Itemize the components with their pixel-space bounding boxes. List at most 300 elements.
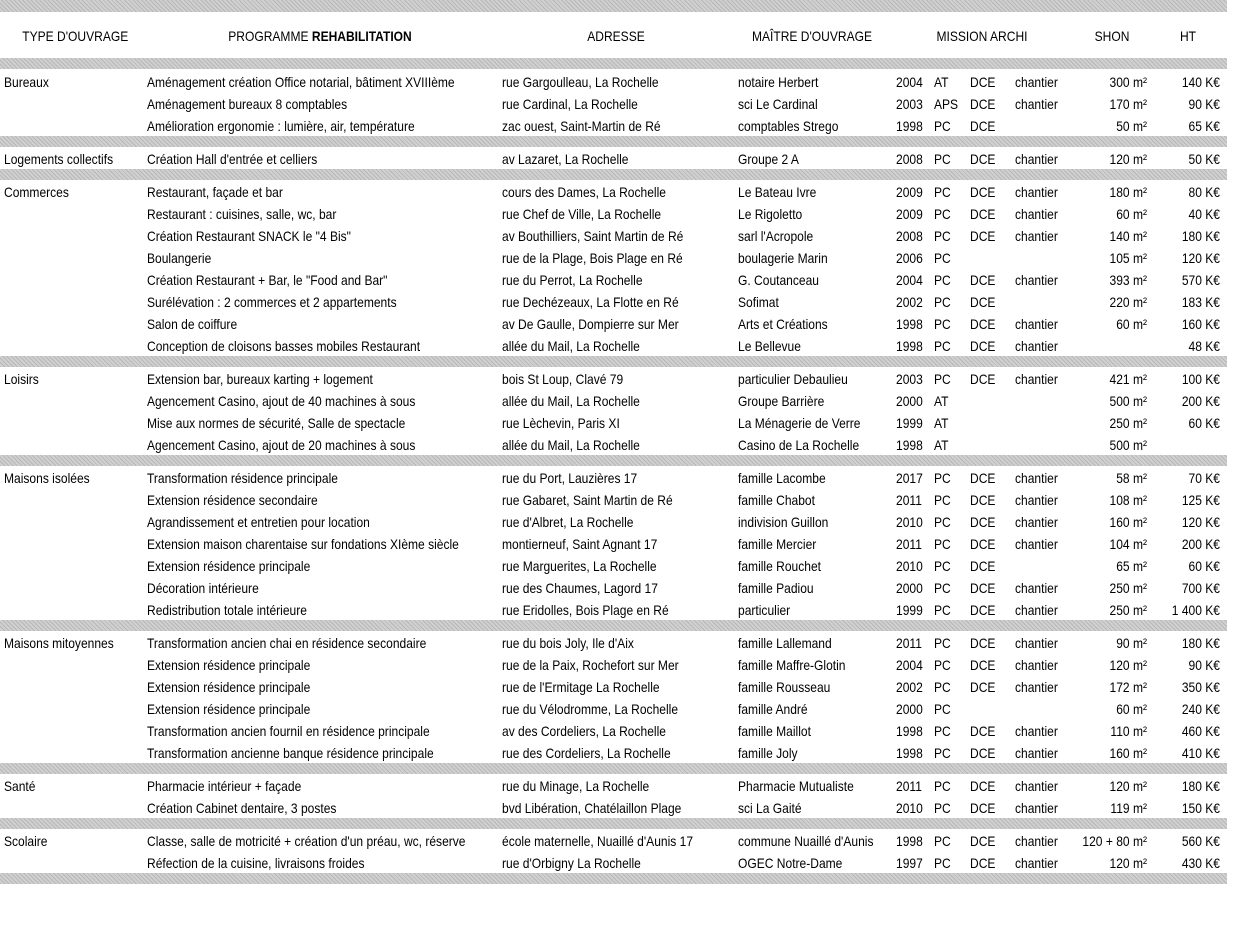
row-year: 2004 (896, 657, 923, 673)
row-chantier: chantier (1015, 74, 1058, 90)
row-shon: 220 m² (1109, 294, 1147, 310)
row-dce: DCE (970, 228, 996, 244)
row-maitre-ouvrage: famille Chabot (738, 492, 815, 508)
row-chantier: chantier (1015, 206, 1058, 222)
row-shon: 500 m² (1109, 393, 1147, 409)
separator-band (0, 0, 1227, 12)
row-maitre-ouvrage: sci La Gaité (738, 800, 802, 816)
row-maitre-ouvrage: Pharmacie Mutualiste (738, 778, 854, 794)
row-year: 2004 (896, 74, 923, 90)
row-maitre-ouvrage: famille Lacombe (738, 470, 826, 486)
row-adresse: rue des Cordeliers, La Rochelle (502, 745, 671, 761)
row-year: 2011 (896, 536, 922, 552)
row-maitre-ouvrage: comptables Strego (738, 118, 839, 134)
row-phase: PC (934, 558, 951, 574)
row-year: 1998 (896, 723, 923, 739)
row-shon: 60 m² (1116, 206, 1147, 222)
row-year: 2000 (896, 393, 923, 409)
row-phase: AT (934, 74, 949, 90)
row-maitre-ouvrage: Le Rigoletto (738, 206, 803, 222)
row-shon: 90 m² (1116, 635, 1147, 651)
row-adresse: allée du Mail, La Rochelle (502, 437, 640, 453)
row-chantier: chantier (1015, 679, 1058, 695)
row-maitre-ouvrage: commune Nuaillé d'Aunis (738, 833, 874, 849)
row-shon: 108 m² (1109, 492, 1147, 508)
row-shon: 60 m² (1116, 316, 1147, 332)
row-ht: 460 K€ (1181, 723, 1220, 739)
row-programme: Restaurant, façade et bar (147, 184, 283, 200)
row-shon: 180 m² (1109, 184, 1147, 200)
row-maitre-ouvrage: famille Rousseau (738, 679, 831, 695)
header-type: TYPE D'OUVRAGE (22, 28, 129, 44)
header-programme (217, 28, 423, 44)
row-dce: DCE (970, 206, 996, 222)
row-shon: 104 m² (1109, 536, 1147, 552)
row-programme: Aménagement création Office notarial, bâtiment XVIIIème (147, 74, 455, 90)
row-phase: PC (934, 536, 951, 552)
row-dce: DCE (970, 679, 996, 695)
row-adresse: rue de la Plage, Bois Plage en Ré (502, 250, 683, 266)
row-ht: 150 K€ (1181, 800, 1220, 816)
row-phase: PC (934, 602, 951, 618)
row-programme: Agencement Casino, ajout de 40 machines à sous (147, 393, 416, 409)
row-phase: PC (934, 470, 951, 486)
separator-band (0, 763, 1227, 774)
row-shon: 393 m² (1109, 272, 1147, 288)
row-shon: 250 m² (1109, 602, 1147, 618)
row-chantier: chantier (1015, 855, 1058, 871)
row-phase: PC (934, 338, 951, 354)
row-ht: 50 K€ (1188, 151, 1220, 167)
row-shon: 105 m² (1109, 250, 1147, 266)
row-programme: Amélioration ergonomie : lumière, air, température (147, 118, 415, 134)
header-programme-bold: REHABILITATION (311, 28, 412, 44)
row-year: 2003 (896, 371, 923, 387)
row-dce: DCE (970, 118, 996, 134)
row-dce: DCE (970, 536, 996, 552)
row-dce: DCE (970, 580, 996, 596)
row-dce: DCE (970, 151, 996, 167)
row-ht: 120 K€ (1181, 514, 1220, 530)
row-adresse: av des Cordeliers, La Rochelle (502, 723, 666, 739)
row-maitre-ouvrage: famille Padiou (738, 580, 814, 596)
row-chantier: chantier (1015, 228, 1058, 244)
row-year: 2011 (896, 635, 922, 651)
row-ht: 160 K€ (1181, 316, 1220, 332)
row-shon: 60 m² (1116, 701, 1147, 717)
row-year: 2017 (896, 470, 923, 486)
row-ht: 65 K€ (1188, 118, 1220, 134)
row-dce: DCE (970, 272, 996, 288)
row-year: 2011 (896, 492, 922, 508)
row-shon: 140 m² (1109, 228, 1147, 244)
row-ht: 80 K€ (1188, 184, 1220, 200)
row-maitre-ouvrage: OGEC Notre-Dame (738, 855, 843, 871)
row-phase: PC (934, 228, 951, 244)
row-programme: Création Restaurant SNACK le "4 Bis" (147, 228, 351, 244)
row-maitre-ouvrage: notaire Herbert (738, 74, 819, 90)
row-adresse: allée du Mail, La Rochelle (502, 338, 640, 354)
row-year: 1998 (896, 745, 923, 761)
row-programme: Transformation ancien fournil en résidence principale (147, 723, 430, 739)
row-programme: Extension résidence principale (147, 558, 311, 574)
row-programme: Décoration intérieure (147, 580, 259, 596)
group-type-label: Bureaux (4, 74, 49, 90)
row-shon: 50 m² (1116, 118, 1147, 134)
row-programme: Création Cabinet dentaire, 3 postes (147, 800, 337, 816)
row-phase: PC (934, 294, 951, 310)
row-ht: 90 K€ (1188, 657, 1220, 673)
row-adresse: rue du Port, Lauzières 17 (502, 470, 638, 486)
row-adresse: rue Lèchevin, Paris XI (502, 415, 620, 431)
row-ht: 700 K€ (1181, 580, 1220, 596)
separator-band (0, 169, 1227, 180)
row-programme: Création Hall d'entrée et celliers (147, 151, 318, 167)
row-adresse: rue d'Albret, La Rochelle (502, 514, 634, 530)
row-year: 2004 (896, 272, 923, 288)
row-year: 2008 (896, 228, 923, 244)
row-phase: PC (934, 580, 951, 596)
row-chantier: chantier (1015, 778, 1058, 794)
row-programme: Transformation ancienne banque résidence principale (147, 745, 434, 761)
row-phase: PC (934, 778, 951, 794)
row-year: 2000 (896, 580, 923, 596)
row-year: 1998 (896, 338, 923, 354)
row-programme: Transformation résidence principale (147, 470, 338, 486)
row-maitre-ouvrage: famille Rouchet (738, 558, 821, 574)
row-chantier: chantier (1015, 745, 1058, 761)
row-ht: 180 K€ (1181, 778, 1220, 794)
row-adresse: rue du bois Joly, Ile d'Aix (502, 635, 634, 651)
group-type-label: Loisirs (4, 371, 39, 387)
row-programme: Extension résidence principale (147, 701, 311, 717)
row-year: 1998 (896, 316, 923, 332)
row-adresse: rue Gabaret, Saint Martin de Ré (502, 492, 673, 508)
row-chantier: chantier (1015, 800, 1058, 816)
row-dce: DCE (970, 96, 996, 112)
row-adresse: av Bouthilliers, Saint Martin de Ré (502, 228, 684, 244)
header-maitre: MAÎTRE D'OUVRAGE (751, 28, 873, 44)
row-maitre-ouvrage: famille Maillot (738, 723, 811, 739)
row-chantier: chantier (1015, 580, 1058, 596)
row-chantier: chantier (1015, 635, 1058, 651)
row-adresse: rue Gargoulleau, La Rochelle (502, 74, 659, 90)
row-ht: 140 K€ (1181, 74, 1220, 90)
row-phase: PC (934, 371, 951, 387)
row-year: 2009 (896, 206, 923, 222)
row-adresse: rue du Vélodromme, La Rochelle (502, 701, 679, 717)
row-ht: 200 K€ (1181, 393, 1220, 409)
row-year: 1998 (896, 118, 923, 134)
row-shon: 58 m² (1116, 470, 1147, 486)
row-year: 1997 (896, 855, 923, 871)
row-ht: 1 400 K€ (1171, 602, 1220, 618)
row-programme: Boulangerie (147, 250, 212, 266)
row-chantier: chantier (1015, 492, 1058, 508)
row-ht: 125 K€ (1181, 492, 1220, 508)
row-ht: 60 K€ (1188, 558, 1220, 574)
row-phase: AT (934, 415, 949, 431)
row-programme: Redistribution totale intérieure (147, 602, 307, 618)
row-adresse: allée du Mail, La Rochelle (502, 393, 640, 409)
row-adresse: rue de l'Ermitage La Rochelle (502, 679, 660, 695)
row-dce: DCE (970, 492, 996, 508)
row-shon: 120 m² (1109, 657, 1147, 673)
row-chantier: chantier (1015, 96, 1058, 112)
row-phase: PC (934, 316, 951, 332)
row-chantier: chantier (1015, 470, 1058, 486)
row-year: 2003 (896, 96, 923, 112)
row-year: 2010 (896, 514, 923, 530)
row-chantier: chantier (1015, 338, 1058, 354)
row-dce: DCE (970, 602, 996, 618)
row-programme: Salon de coiffure (147, 316, 238, 332)
row-shon: 120 m² (1109, 855, 1147, 871)
row-adresse: cours des Dames, La Rochelle (502, 184, 666, 200)
row-adresse: rue Cardinal, La Rochelle (502, 96, 638, 112)
row-phase: AT (934, 437, 949, 453)
row-programme: Extension maison charentaise sur fondations XIème siècle (147, 536, 459, 552)
row-shon: 172 m² (1109, 679, 1147, 695)
row-phase: PC (934, 514, 951, 530)
row-maitre-ouvrage: Le Bateau Ivre (738, 184, 817, 200)
row-chantier: chantier (1015, 536, 1058, 552)
row-shon: 119 m² (1110, 800, 1147, 816)
row-maitre-ouvrage: Le Bellevue (738, 338, 801, 354)
row-ht: 570 K€ (1181, 272, 1220, 288)
header-adresse: ADRESSE (587, 28, 645, 44)
row-dce: DCE (970, 833, 996, 849)
row-dce: DCE (970, 184, 996, 200)
separator-band (0, 873, 1227, 884)
row-phase: PC (934, 635, 951, 651)
row-adresse: rue Dechézeaux, La Flotte en Ré (502, 294, 679, 310)
row-adresse: rue Eridolles, Bois Plage en Ré (502, 602, 669, 618)
row-maitre-ouvrage: La Ménagerie de Verre (738, 415, 861, 431)
row-adresse: école maternelle, Nuaillé d'Aunis 17 (502, 833, 694, 849)
row-programme: Extension résidence secondaire (147, 492, 318, 508)
row-dce: DCE (970, 470, 996, 486)
row-dce: DCE (970, 657, 996, 673)
row-chantier: chantier (1015, 657, 1058, 673)
row-maitre-ouvrage: Arts et Créations (738, 316, 828, 332)
row-programme: Agencement Casino, ajout de 20 machines à sous (147, 437, 416, 453)
row-programme: Restaurant : cuisines, salle, wc, bar (147, 206, 337, 222)
row-programme: Réfection de la cuisine, livraisons froides (147, 855, 365, 871)
row-maitre-ouvrage: famille André (738, 701, 808, 717)
row-dce: DCE (970, 316, 996, 332)
row-programme: Classe, salle de motricité + création d'un préau, wc, réserve (147, 833, 466, 849)
row-ht: 430 K€ (1181, 855, 1220, 871)
row-ht: 180 K€ (1181, 635, 1220, 651)
row-phase: PC (934, 492, 951, 508)
row-ht: 410 K€ (1181, 745, 1220, 761)
row-maitre-ouvrage: particulier (738, 602, 791, 618)
row-chantier: chantier (1015, 514, 1058, 530)
row-shon: 421 m² (1109, 371, 1147, 387)
row-shon: 170 m² (1109, 96, 1147, 112)
row-shon: 250 m² (1109, 580, 1147, 596)
row-phase: AT (934, 393, 949, 409)
row-year: 1999 (896, 602, 923, 618)
row-year: 2011 (896, 778, 922, 794)
row-shon: 500 m² (1109, 437, 1147, 453)
row-programme: Création Restaurant + Bar, le "Food and Bar" (147, 272, 388, 288)
row-ht: 90 K€ (1188, 96, 1220, 112)
row-chantier: chantier (1015, 272, 1058, 288)
row-shon: 120 m² (1109, 778, 1147, 794)
row-ht: 180 K€ (1181, 228, 1220, 244)
row-phase: PC (934, 151, 951, 167)
row-adresse: rue Marguerites, La Rochelle (502, 558, 657, 574)
row-phase: PC (934, 745, 951, 761)
group-type-label: Logements collectifs (4, 151, 114, 167)
separator-band (0, 356, 1227, 367)
separator-band (0, 620, 1227, 631)
row-phase: PC (934, 657, 951, 673)
row-maitre-ouvrage: particulier Debaulieu (738, 371, 848, 387)
row-dce: DCE (970, 74, 996, 90)
group-type-label: Scolaire (4, 833, 48, 849)
row-maitre-ouvrage: indivision Guillon (738, 514, 829, 530)
row-phase: PC (934, 272, 951, 288)
row-ht: 560 K€ (1181, 833, 1220, 849)
row-dce: DCE (970, 778, 996, 794)
row-phase: PC (934, 800, 951, 816)
row-adresse: montierneuf, Saint Agnant 17 (502, 536, 658, 552)
row-programme: Extension résidence principale (147, 679, 311, 695)
row-phase: PC (934, 679, 951, 695)
row-year: 2010 (896, 800, 923, 816)
row-ht: 200 K€ (1181, 536, 1220, 552)
group-type-label: Commerces (4, 184, 69, 200)
row-year: 2010 (896, 558, 923, 574)
row-maitre-ouvrage: boulagerie Marin (738, 250, 828, 266)
row-year: 2002 (896, 294, 923, 310)
row-adresse: bvd Libération, Chatélaillon Plage (502, 800, 682, 816)
row-shon: 160 m² (1109, 745, 1147, 761)
row-adresse: av De Gaulle, Dompierre sur Mer (502, 316, 679, 332)
row-adresse: rue du Perrot, La Rochelle (502, 272, 643, 288)
row-ht: 100 K€ (1181, 371, 1220, 387)
separator-band (0, 136, 1227, 147)
row-maitre-ouvrage: famille Maffre-Glotin (738, 657, 846, 673)
row-maitre-ouvrage: G. Coutanceau (738, 272, 819, 288)
row-year: 1998 (896, 833, 923, 849)
row-year: 1998 (896, 437, 923, 453)
row-year: 2000 (896, 701, 923, 717)
separator-band (0, 455, 1227, 466)
row-programme: Extension résidence principale (147, 657, 311, 673)
row-ht: 350 K€ (1181, 679, 1220, 695)
header-mission: MISSION ARCHI (936, 28, 1028, 44)
row-maitre-ouvrage: Casino de La Rochelle (738, 437, 860, 453)
row-dce: DCE (970, 723, 996, 739)
row-programme: Conception de cloisons basses mobiles Restaurant (147, 338, 421, 354)
row-maitre-ouvrage: Groupe Barrière (738, 393, 825, 409)
row-adresse: rue d'Orbigny La Rochelle (502, 855, 641, 871)
row-phase: PC (934, 250, 951, 266)
row-phase: PC (934, 833, 951, 849)
row-year: 2008 (896, 151, 923, 167)
separator-band (0, 818, 1227, 829)
row-chantier: chantier (1015, 151, 1058, 167)
row-programme: Agrandissement et entretien pour location (147, 514, 370, 530)
row-year: 2009 (896, 184, 923, 200)
row-adresse: rue Chef de Ville, La Rochelle (502, 206, 662, 222)
row-adresse: zac ouest, Saint-Martin de Ré (502, 118, 661, 134)
row-maitre-ouvrage: sarl l'Acropole (738, 228, 814, 244)
row-programme: Extension bar, bureaux karting + logement (147, 371, 373, 387)
row-shon: 250 m² (1109, 415, 1147, 431)
row-phase: APS (934, 96, 959, 112)
row-maitre-ouvrage: famille Lallemand (738, 635, 832, 651)
row-phase: PC (934, 701, 951, 717)
row-ht: 60 K€ (1188, 415, 1220, 431)
row-programme: Transformation ancien chai en résidence secondaire (147, 635, 427, 651)
row-shon: 65 m² (1116, 558, 1147, 574)
row-dce: DCE (970, 855, 996, 871)
row-year: 1999 (896, 415, 923, 431)
header-programme-prefix: PROGRAMME (228, 28, 309, 44)
row-phase: PC (934, 206, 951, 222)
row-phase: PC (934, 118, 951, 134)
row-maitre-ouvrage: sci Le Cardinal (738, 96, 818, 112)
row-adresse: rue du Minage, La Rochelle (502, 778, 650, 794)
row-shon: 110 m² (1110, 723, 1147, 739)
row-dce: DCE (970, 294, 996, 310)
row-programme: Aménagement bureaux 8 comptables (147, 96, 348, 112)
row-phase: PC (934, 855, 951, 871)
row-dce: DCE (970, 745, 996, 761)
row-adresse: bois St Loup, Clavé 79 (502, 371, 624, 387)
row-maitre-ouvrage: famille Joly (738, 745, 798, 761)
group-type-label: Maisons isolées (4, 470, 90, 486)
row-programme: Surélévation : 2 commerces et 2 appartements (147, 294, 397, 310)
group-type-label: Santé (4, 778, 36, 794)
row-shon: 120 + 80 m² (1082, 833, 1147, 849)
row-chantier: chantier (1015, 371, 1058, 387)
row-ht: 48 K€ (1188, 338, 1220, 354)
row-shon: 160 m² (1109, 514, 1147, 530)
row-ht: 183 K€ (1181, 294, 1220, 310)
header-shon: SHON (1094, 28, 1130, 44)
row-ht: 120 K€ (1181, 250, 1220, 266)
row-phase: PC (934, 723, 951, 739)
row-programme: Mise aux normes de sécurité, Salle de spectacle (147, 415, 406, 431)
row-chantier: chantier (1015, 833, 1058, 849)
header-ht: HT (1179, 28, 1197, 44)
row-year: 2002 (896, 679, 923, 695)
row-dce: DCE (970, 800, 996, 816)
row-ht: 70 K€ (1188, 470, 1220, 486)
row-year: 2006 (896, 250, 923, 266)
row-ht: 240 K€ (1181, 701, 1220, 717)
row-shon: 120 m² (1109, 151, 1147, 167)
row-chantier: chantier (1015, 316, 1058, 332)
row-adresse: rue de la Paix, Rochefort sur Mer (502, 657, 679, 673)
row-programme: Pharmacie intérieur + façade (147, 778, 302, 794)
row-maitre-ouvrage: Groupe 2 A (738, 151, 799, 167)
row-dce: DCE (970, 558, 996, 574)
row-dce: DCE (970, 338, 996, 354)
row-chantier: chantier (1015, 723, 1058, 739)
row-maitre-ouvrage: famille Mercier (738, 536, 817, 552)
row-chantier: chantier (1015, 602, 1058, 618)
row-dce: DCE (970, 635, 996, 651)
row-dce: DCE (970, 371, 996, 387)
row-chantier: chantier (1015, 184, 1058, 200)
